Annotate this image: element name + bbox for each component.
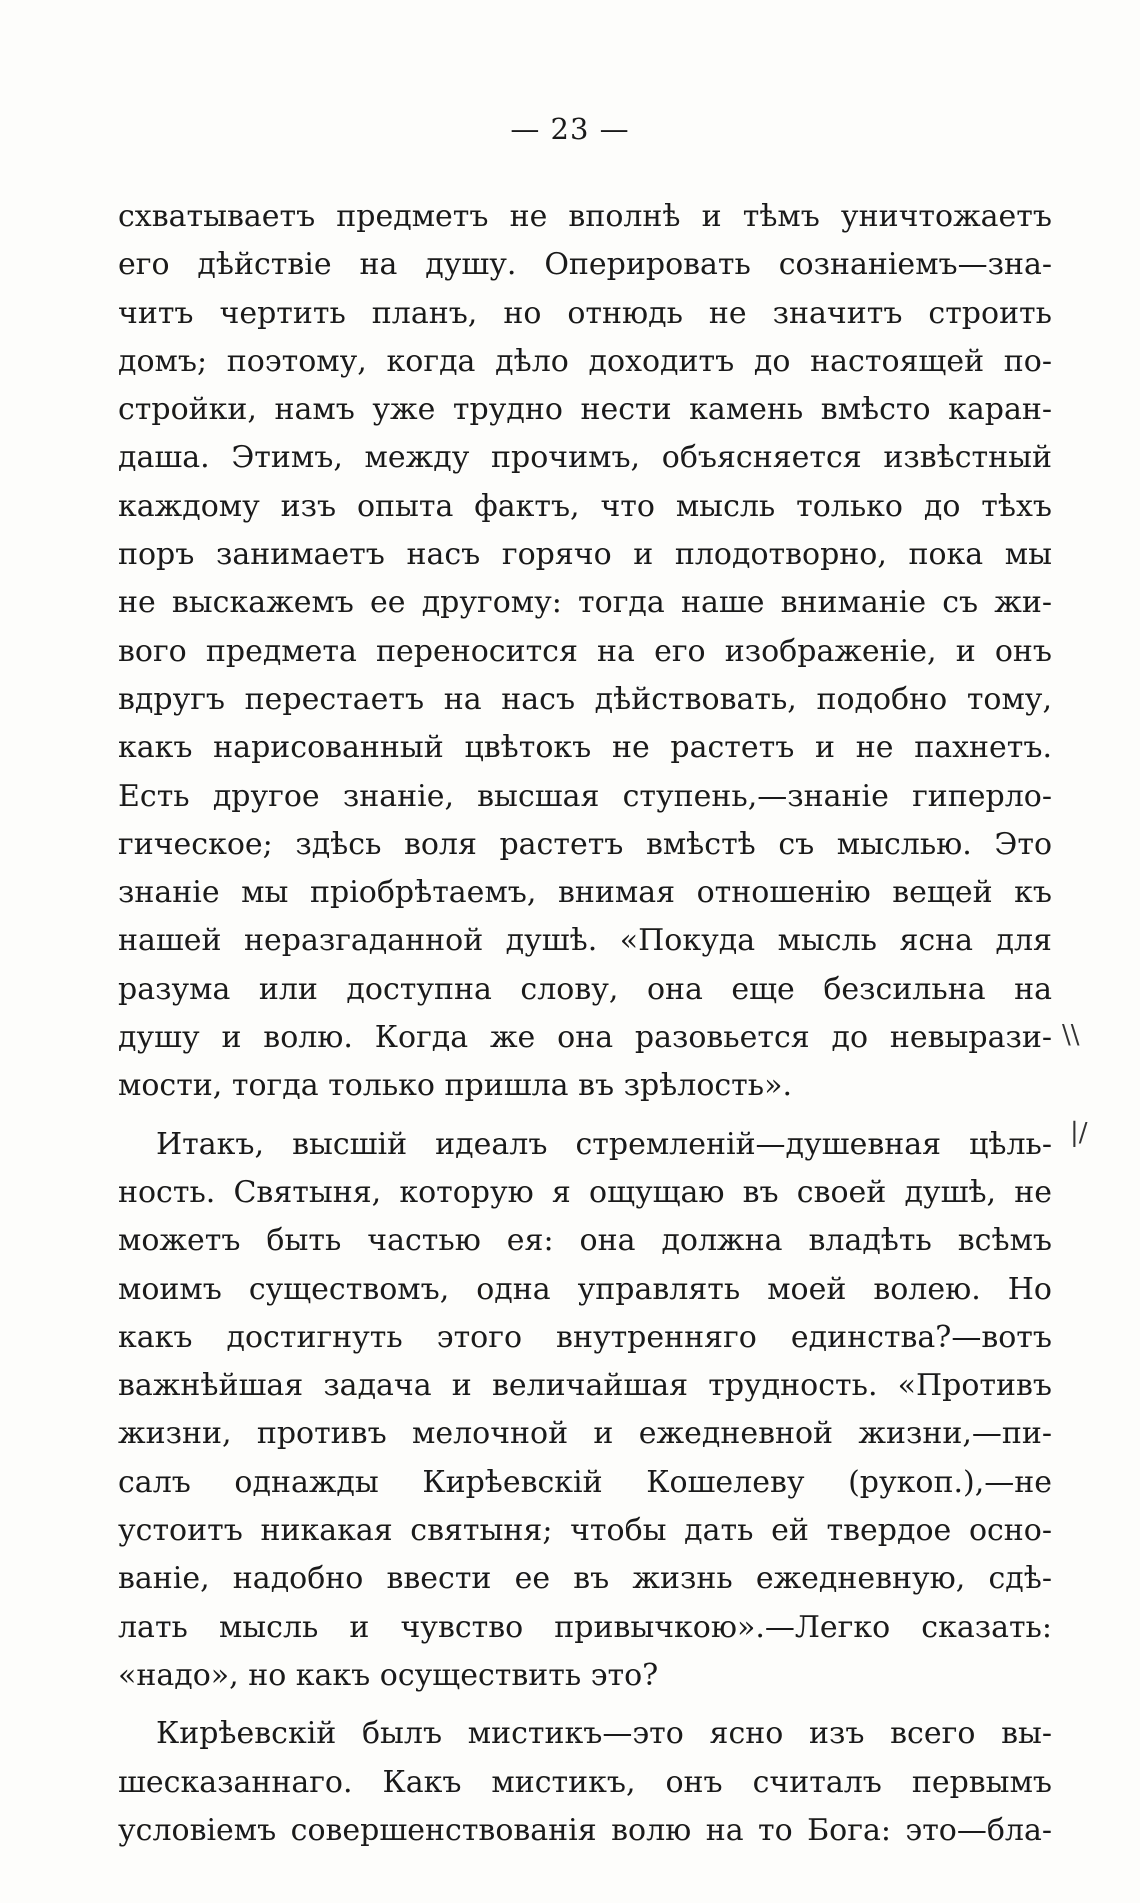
text-line: знаніе мы пріобрѣтаемъ, внимая отношенію вещей къ: [118, 875, 1052, 911]
text-line: домъ; поэтому, когда дѣло доходитъ до настоящей по-: [118, 343, 1052, 379]
text-line: салъ однажды Кирѣевскій Кошелеву (рукоп.),—не: [118, 1464, 1052, 1500]
text-line: разума или доступна слову, она еще безсильна на: [118, 971, 1052, 1007]
text-line: Есть другое знаніе, высшая ступень,—знаніе гиперло-: [118, 778, 1052, 814]
text-line: Итакъ, высшій идеалъ стремленій—душевная цѣль-: [156, 1126, 1052, 1162]
text-line: условіемъ совершенствованія волю на то Бога: это—бла-: [118, 1812, 1052, 1848]
margin-mark: \\: [1062, 1020, 1080, 1050]
text-line: ваніе, надобно ввести ее въ жизнь ежедневную, сдѣ-: [118, 1561, 1052, 1597]
text-line: вдругъ перестаетъ на насъ дѣйствовать, подобно тому,: [118, 681, 1052, 717]
text-line: схватываетъ предметъ не вполнѣ и тѣмъ уничтожаетъ: [118, 199, 1052, 234]
text-line: читъ чертить планъ, но отнюдь не значитъ строить: [118, 295, 1052, 331]
text-line: его дѣйствіе на душу. Оперировать сознаніемъ—зна-: [118, 247, 1052, 283]
margin-mark: |/: [1070, 1118, 1088, 1148]
text-line: мости, тогда только пришла въ зрѣлость».: [118, 1068, 793, 1104]
text-line: Кирѣевскій былъ мистикъ—это ясно изъ всего вы-: [156, 1716, 1052, 1752]
text-line: важнѣйшая задача и величайшая трудность. «Противъ: [118, 1368, 1052, 1404]
text-line: даша. Этимъ, между прочимъ, объясняется извѣстный: [118, 440, 1052, 476]
text-line: нашей неразгаданной душѣ. «Покуда мысль ясна для: [118, 923, 1052, 959]
text-line: ность. Святыня, которую я ощущаю въ своей душѣ, не: [118, 1174, 1052, 1210]
text-line: стройки, намъ уже трудно нести камень вмѣсто каран-: [118, 392, 1052, 428]
text-line: устоитъ никакая святыня; чтобы дать ей твердое осно-: [118, 1513, 1052, 1549]
text-line: шесказаннаго. Какъ мистикъ, онъ считалъ первымъ: [118, 1764, 1052, 1800]
body-text: [118, 193, 1052, 1855]
text-line: не выскажемъ ее другому: тогда наше вниманіе съ жи-: [118, 585, 1052, 621]
text-line: вого предмета переносится на его изображеніе, и онъ: [118, 633, 1052, 669]
text-line: моимъ существомъ, одна управлять моей волею. Но: [118, 1271, 1052, 1307]
text-line: «надо», но какъ осуществить это?: [118, 1657, 659, 1693]
text-line: жизни, противъ мелочной и ежедневной жизни,—пи-: [118, 1416, 1052, 1452]
text-line: какъ достигнуть этого внутренняго единства?—вотъ: [118, 1319, 1052, 1355]
text-line: можетъ быть частью ея: она должна владѣть всѣмъ: [118, 1223, 1052, 1259]
text-line: лать мысль и чувство привычкою».—Легко сказать:: [118, 1609, 1052, 1645]
text-line: какъ нарисованный цвѣтокъ не растетъ и не пахнетъ.: [118, 730, 1052, 766]
text-line: каждому изъ опыта фактъ, что мысль только до тѣхъ: [118, 488, 1052, 524]
page-number: — 23 —: [510, 112, 630, 146]
text-line: гическое; здѣсь воля растетъ вмѣстѣ съ мыслью. Это: [118, 826, 1052, 862]
text-line: поръ занимаетъ насъ горячо и плодотворно, пока мы: [118, 537, 1052, 573]
text-line: душу и волю. Когда же она разовьется до невырази-: [118, 1020, 1052, 1056]
